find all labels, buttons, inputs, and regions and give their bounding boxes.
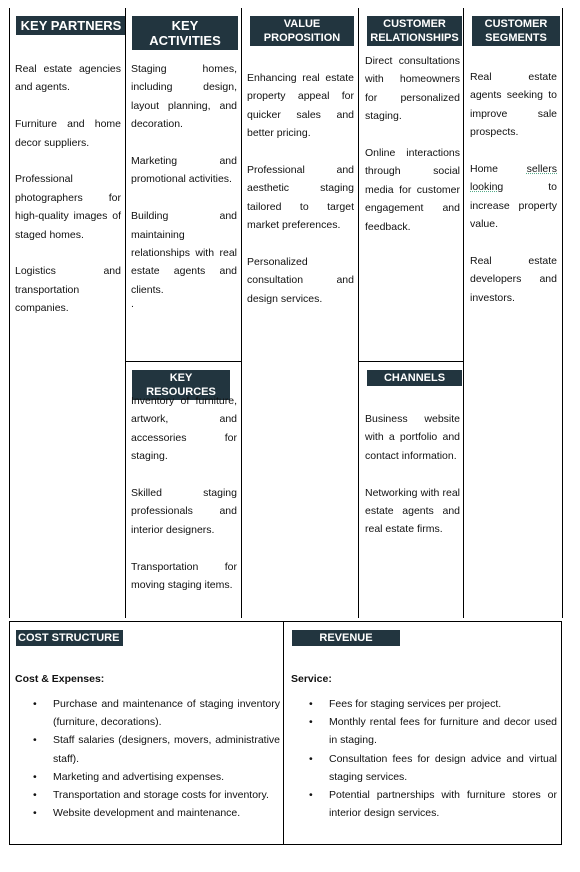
cost-structure-subtitle: Cost & Expenses: (15, 673, 105, 685)
list-item: Inventory of furniture, artwork, and accessories for staging. (131, 395, 237, 463)
list-item: Staging homes, including design, layout planning, and decoration. (131, 63, 237, 131)
revenue-body (291, 671, 557, 822)
key-activities-section (125, 8, 241, 362)
list-item: Logistics and transportation companies. (15, 265, 121, 315)
list-item: • Website development and maintenance. (53, 804, 280, 822)
revenue-header: REVENUE (292, 630, 400, 646)
list-item: Business website with a portfolio and contact information. (365, 413, 460, 462)
list-item: • Consultation fees for design advice and virtual staging services. (329, 750, 557, 786)
key-resources-list (131, 392, 237, 613)
key-resources-header: KEY RESOURCES (132, 370, 230, 400)
list-item: Skilled staging professionals and interior designers. (131, 487, 237, 536)
list-item: Marketing and promotional activities. (131, 155, 237, 186)
revenue-list (291, 695, 557, 822)
list-item: • Potential partnerships with furniture stores or interior design services. (329, 786, 557, 822)
customer-relationships-section (358, 8, 463, 362)
channels-list (365, 410, 460, 557)
customer-segments-title-line2: SEGMENTS (485, 32, 547, 44)
list-item: Real estate agencies and agents. (15, 63, 121, 94)
value-proposition-header (250, 16, 354, 46)
list-item: • Monthly rental fees for furniture and decor used in staging. (329, 713, 557, 749)
list-item: Online interactions through social media for customer engagement and feedback. (365, 147, 460, 233)
channels-header: CHANNELS (367, 370, 462, 386)
revenue-subtitle: Service: (291, 673, 332, 685)
customer-segments-title-line1: CUSTOMER (484, 18, 548, 30)
list-item: Professional and aesthetic staging tailored to target market preferences. (247, 164, 354, 232)
cost-structure-body (15, 671, 280, 822)
key-partners-list (15, 60, 121, 336)
list-item: Building and maintaining relationships with real estate agents and clients. (131, 210, 237, 296)
list-item: Direct consultations with homeowners for personalized staging. (365, 55, 460, 123)
list-item: • Staff salaries (designers, movers, administrative staff). (53, 731, 280, 767)
list-item: Personalized consultation and design services. (247, 256, 354, 305)
key-partners-header: KEY PARTNERS (16, 16, 126, 35)
cost-structure-header: COST STRUCTURE (16, 630, 123, 646)
value-proposition-title-line1: VALUE (283, 18, 321, 30)
list-item: Real estate developers and investors. (470, 255, 557, 304)
customer-relationships-list (365, 52, 460, 254)
key-partners-section (9, 8, 125, 618)
cost-structure-list (15, 695, 280, 822)
list-item: Networking with real estate agents and real estate firms. (365, 486, 460, 536)
value-proposition-list (247, 69, 354, 327)
list-item: Professional photographers for high-quality images of staged homes. (15, 173, 121, 241)
list-item: Transportation for moving staging items. (131, 560, 237, 592)
cost-structure-section (9, 621, 284, 845)
customer-segments-header (472, 16, 560, 46)
trailing-dot: . (131, 298, 134, 311)
customer-relationships-title-line1: CUSTOMER (383, 18, 446, 30)
list-item: Furniture and home decor suppliers. (15, 118, 121, 149)
key-resources-section (125, 362, 241, 618)
customer-segments-list (470, 68, 557, 326)
list-item: • Transportation and storage costs for inventory. (53, 786, 280, 804)
value-proposition-title-line2: PROPOSITION (263, 32, 341, 44)
list-item: • Purchase and maintenance of staging inventory (furniture, decorations). (53, 695, 280, 731)
list-item: • Fees for staging services per project. (329, 695, 557, 713)
value-proposition-section (241, 8, 358, 618)
channels-section (358, 362, 463, 618)
revenue-section (283, 621, 562, 845)
list-item: • Marketing and advertising expenses. (53, 768, 280, 786)
list-item: Real estate agents seeking to improve sale prospects. (470, 71, 557, 139)
list-item: Enhancing real estate property appeal for quicker sales and better pricing. (247, 72, 354, 140)
customer-segments-section (463, 8, 563, 618)
key-activities-list (131, 60, 237, 314)
key-activities-header: KEY ACTIVITIES (132, 16, 238, 50)
customer-relationships-header (367, 16, 462, 46)
list-item-home-sellers: Home sellers looking to increase property value. (470, 163, 557, 231)
customer-relationships-title-line2: RELATIONSHIPS (370, 32, 459, 44)
